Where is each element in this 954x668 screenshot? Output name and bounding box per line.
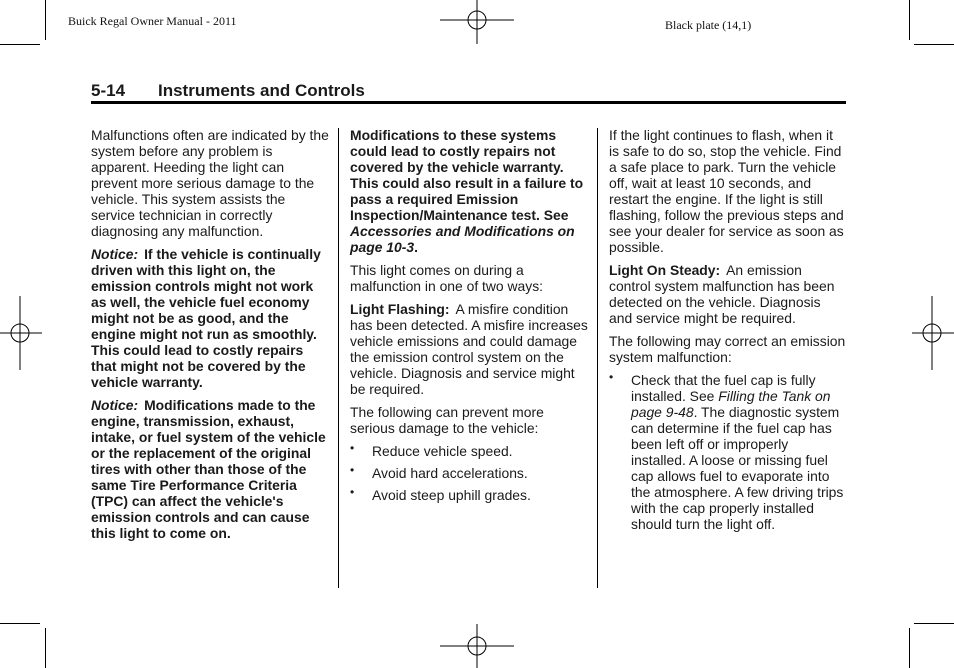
notice-continuation: Modifications to these systems could lead to costly repairs not covered by the vehicle warranty. This could also result in a failure to pass a required Emission Inspection/Maintenance test. See Accessories and Modifications on page 10-3. — [350, 127, 584, 255]
column-2 — [350, 127, 588, 510]
paragraph: If the light continues to flash, when it is safe to do so, stop the vehicle. Find a safe place to park. Turn the vehicle off, wait at least 10 seconds, and restart the engine. If the light is still flashing, follow the previous steps and see your dealer for service as soon as possible. — [609, 127, 844, 255]
light-flashing-paragraph: Light Flashing: A misfire condition has been detected. A misfire increases vehicle emissions and could damage the emission control system on the vehicle. Diagnosis and service might be required. — [350, 301, 588, 397]
bullet-list — [609, 372, 846, 532]
see-word: See — [543, 207, 569, 223]
bullet-icon: • — [609, 370, 614, 384]
section-heading — [91, 81, 365, 101]
paragraph: The following can prevent more serious damage to the vehicle: — [350, 404, 544, 436]
crop-mark — [45, 628, 46, 668]
list-item: • Avoid hard accelerations. — [350, 463, 528, 481]
intro-paragraph: Malfunctions often are indicated by the system before any problem is apparent. Heeding the light can prevent more serious damage to the vehicle. This system assists the service technician in correctly diagnosing any malfunction. — [91, 127, 329, 239]
bullet-list — [350, 443, 588, 503]
crop-mark — [914, 44, 954, 45]
column-divider — [338, 128, 339, 588]
paragraph: The following may correct an emission system malfunction: — [609, 333, 846, 365]
list-item: • Avoid steep uphill grades. — [350, 485, 531, 503]
notice-label: Notice: — [91, 246, 139, 262]
crop-mark — [914, 623, 954, 624]
crop-mark — [0, 44, 40, 45]
column-3 — [609, 127, 846, 539]
heading-rule — [91, 101, 846, 104]
light-steady-paragraph: Light On Steady: An emission control system malfunction has been detected on the vehicle. Diagnosis and service might be required. — [609, 262, 835, 326]
bullet-icon: • — [350, 463, 355, 477]
registration-mark-icon — [0, 296, 42, 370]
plate-label: Black plate (14,1) — [665, 18, 752, 32]
notice-paragraph — [91, 246, 331, 390]
list-item: • Reduce vehicle speed. — [350, 441, 513, 459]
crop-mark — [909, 0, 910, 40]
crop-mark — [909, 628, 910, 668]
bullet-icon: • — [350, 441, 355, 455]
registration-mark-icon — [440, 0, 514, 44]
running-header-title: Buick Regal Owner Manual - 2011 — [68, 14, 237, 28]
cross-reference-link[interactable]: Filling the Tank on page 9-48 — [631, 388, 831, 420]
notice-text: If the vehicle is continually driven with this light on, the emission controls might not work as well, the vehicle fuel economy might not be as good, and the engine might not run as smoothly. This could lead to costly repairs that might not be covered by the vehicle warranty. — [91, 246, 321, 390]
run-in-label: Light Flashing: — [350, 301, 450, 317]
crop-mark — [0, 623, 40, 624]
registration-mark-icon — [440, 624, 514, 668]
section-title: Instruments and Controls — [158, 81, 365, 100]
bullet-icon: • — [350, 485, 355, 499]
page-number: 5-14 — [91, 81, 126, 100]
column-1 — [91, 127, 331, 548]
cross-reference-link[interactable]: Accessories and Modifications on page 10-3 — [350, 223, 575, 255]
run-in-label: Light On Steady: — [609, 262, 721, 278]
column-divider — [597, 128, 598, 588]
notice-paragraph — [91, 397, 331, 541]
paragraph: This light comes on during a malfunction in one of two ways: — [350, 262, 544, 294]
notice-text: Modifications made to the engine, transmission, exhaust, intake, or fuel system of the vehicle or the replacement of the original tires with other than those of the same Tire Performance Criteria (TPC) can affect the vehicle's emission controls and can cause this light to come on. — [91, 397, 326, 541]
registration-mark-icon — [912, 296, 954, 370]
notice-label: Notice: — [91, 397, 139, 413]
crop-mark — [45, 0, 46, 40]
notice-text: Modifications to these systems could lead to costly repairs not covered by the vehicle warranty. This could also result in a failure to pass a required Emission Inspection/Maintenance test. — [350, 127, 584, 223]
list-item: • Check that the fuel cap is fully installed. See Filling the Tank on page 9-48. The diagnostic system can determine if the fuel cap has been left off or improperly installed. A loose or missing fuel cap allows fuel to evaporate into the atmosphere. A few driving trips with the cap properly installed should turn the light off. — [609, 370, 844, 532]
